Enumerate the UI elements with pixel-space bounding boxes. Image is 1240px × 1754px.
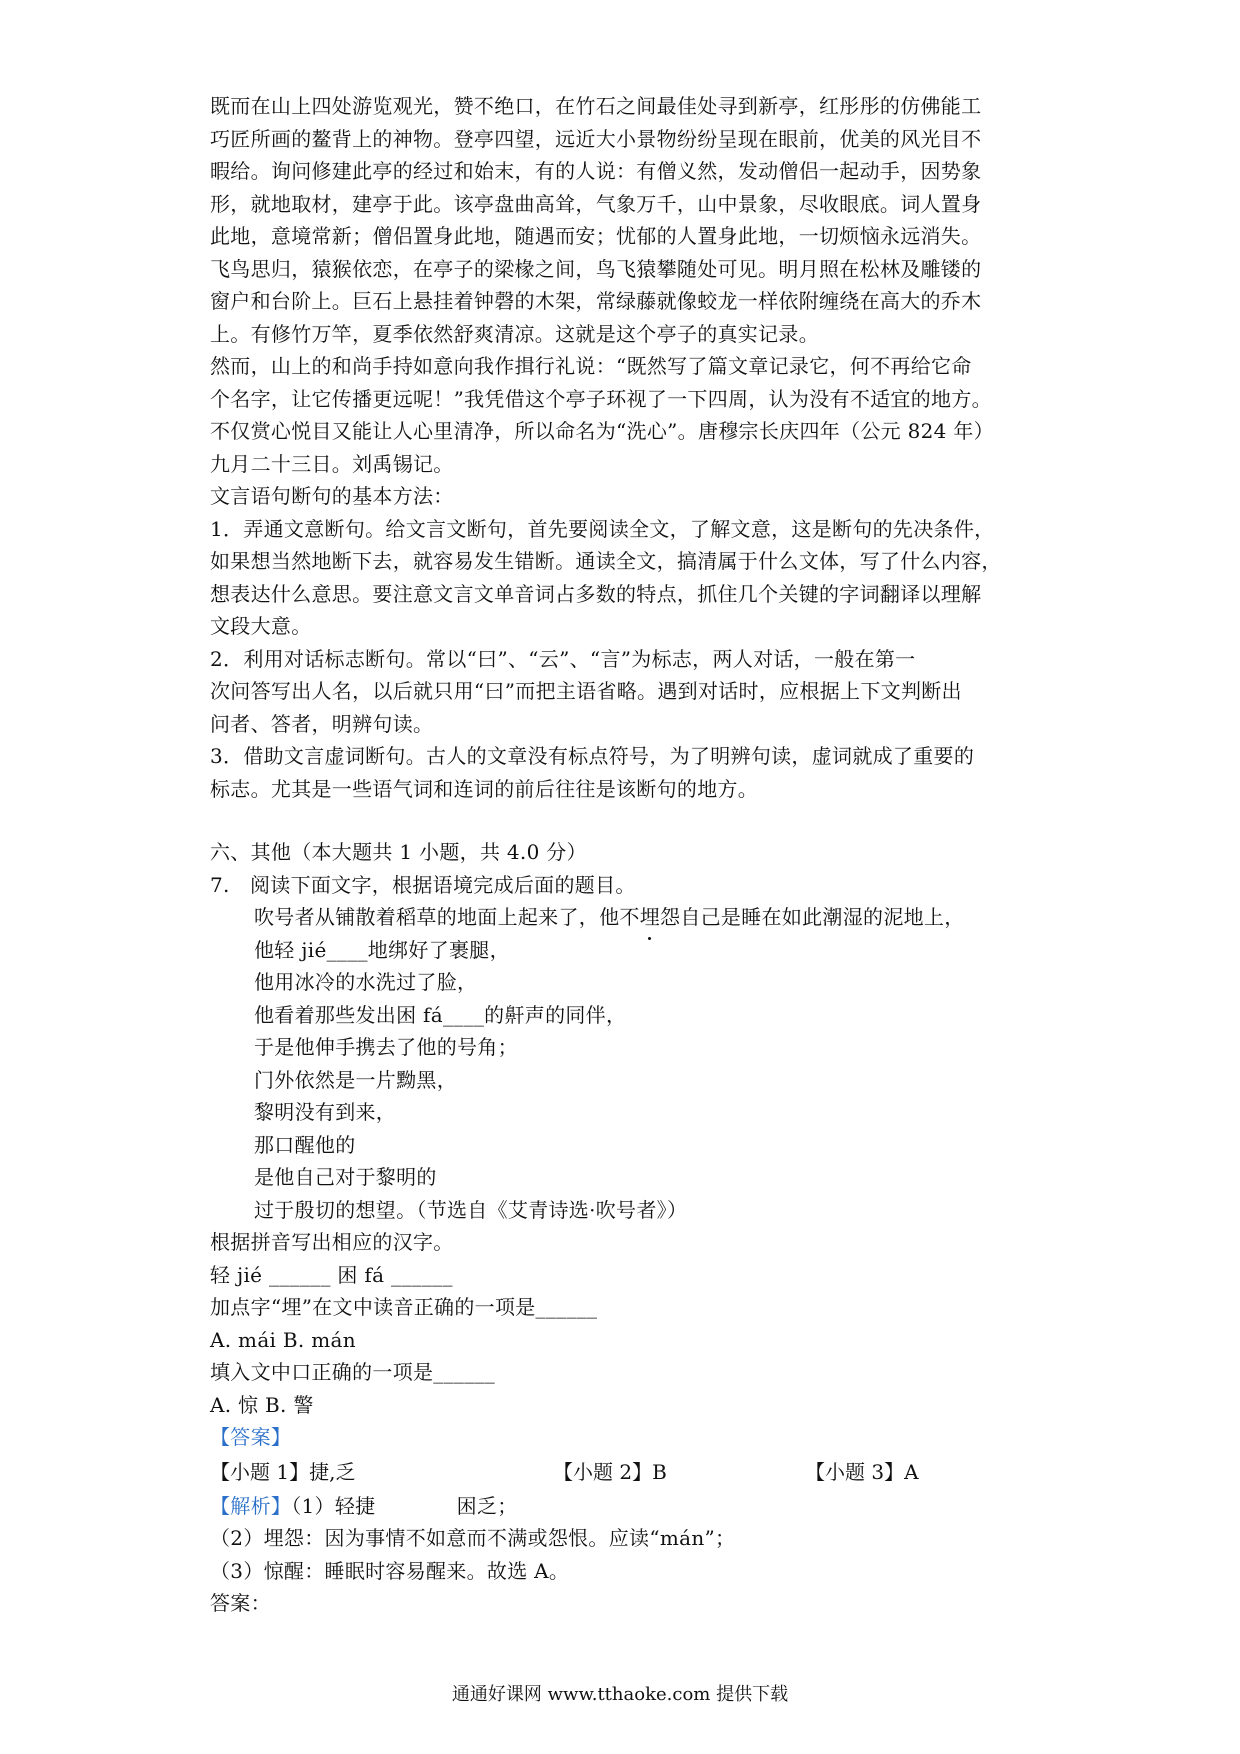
passage-line: 此地，意境常新；僧侣置身此地，随遇而安；忧郁的人置身此地，一切烦恼永远消失。 bbox=[210, 224, 982, 248]
answer-item: 【小题 3】A bbox=[805, 1459, 919, 1484]
poem-line: 过于殷切的想望。（节选自《艾青诗选·吹号者》） bbox=[254, 1197, 688, 1222]
poem-first-line bbox=[210, 901, 1045, 934]
poem-line: 他用冰冷的水洗过了脸， bbox=[254, 970, 478, 994]
poem-line: 那口醒他的 bbox=[254, 1132, 356, 1157]
poem-text: 怨自己是睡在如此潮湿的泥地上， bbox=[660, 905, 965, 929]
question-number-line: 7. 阅读下面文字，根据语境完成后面的题目。 bbox=[210, 872, 636, 897]
passage-line: 个名字，让它传播更远呢！”我凭借这个亭子环视了一下四周，认为没有不适宜的地方。 bbox=[210, 386, 992, 411]
analysis-block bbox=[210, 1490, 1045, 1620]
poem-text: 吹号者从铺散着稻草的地面上起来了，他不 bbox=[254, 905, 640, 929]
sub-question: 填入文中口正确的一项是______ bbox=[210, 1360, 496, 1384]
passage-line: 暇给。询问修建此亭的经过和始末，有的人说：有僧义然，发动僧侣一起动手，因势象 bbox=[210, 159, 982, 183]
section-title: 六、其他（本大题共 1 小题，共 4.0 分） bbox=[210, 840, 587, 864]
poem-line: 黎明没有到来， bbox=[254, 1100, 397, 1124]
passage-line: 既而在山上四处游览观光，赞不绝口，在竹石之间最佳处寻到新亭，红彤彤的仿佛能工 bbox=[210, 94, 982, 118]
answer-block bbox=[210, 1421, 1045, 1490]
analysis-line: 答案： bbox=[210, 1591, 271, 1615]
poem-line: 他看着那些发出困 fá____的鼾声的同伴， bbox=[254, 1002, 627, 1027]
answer-label: 【答案】 bbox=[210, 1425, 292, 1449]
method-line: 如果想当然地断下去，就容易发生错断。通读全文，搞清属于什么文体，写了什么内容， bbox=[210, 549, 1002, 573]
analysis-label: 【解析】 bbox=[210, 1493, 292, 1518]
method-line: 次问答写出人名，以后就只用“曰”而把主语省略。遇到对话时，应根据上下文判断出 bbox=[210, 679, 962, 703]
answer-items bbox=[210, 1454, 1045, 1490]
methods-title: 文言语句断句的基本方法： bbox=[210, 484, 454, 508]
passage-line: 形，就地取材，建亭于此。该亭盘曲高耸，气象万千，山中景象，尽收眼底。词人置身 bbox=[210, 191, 982, 216]
passage-translation bbox=[210, 90, 1045, 480]
poem-line: 是他自己对于黎明的 bbox=[254, 1165, 437, 1189]
document-page bbox=[210, 90, 1045, 1620]
passage-line: 然而，山上的和尚手持如意向我作揖行礼说：“既然写了篇文章记录它，何不再给它命 bbox=[210, 354, 972, 378]
sentence-break-methods bbox=[210, 480, 1045, 805]
poem bbox=[210, 934, 1045, 1227]
question-7 bbox=[210, 869, 1045, 1422]
poem-line: 他轻 jié____地绑好了裹腿， bbox=[254, 937, 510, 962]
analysis-line: （3）惊醒：睡眠时容易醒来。故选 A。 bbox=[210, 1558, 570, 1583]
method-line: 3．借助文言虚词断句。古人的文章没有标点符号，为了明辨句读，虚词就成了重要的 bbox=[210, 744, 975, 768]
sub-question-options: A. mái B. mán bbox=[210, 1327, 356, 1352]
answer-item: 【小题 2】B bbox=[553, 1459, 667, 1484]
sub-question: 轻 jié ______ 困 fá ______ bbox=[210, 1262, 453, 1287]
passage-line: 飞鸟思归，猿猴依恋，在亭子的梁椽之间，鸟飞猿攀随处可见。明月照在松林及雕镂的 bbox=[210, 256, 982, 281]
page-footer: 通通好课网 www.tthaoke.com 提供下载 bbox=[451, 1684, 789, 1705]
analysis-first-line bbox=[210, 1490, 1045, 1523]
method-line: 想表达什么意思。要注意文言文单音词占多数的特点，抓住几个关键的字词翻译以理解 bbox=[210, 581, 982, 606]
passage-line: 上。有修竹万竿，夏季依然舒爽清凉。这就是这个亭子的真实记录。 bbox=[210, 321, 819, 346]
dotted-character: 埋 bbox=[640, 901, 660, 934]
method-line: 2．利用对话标志断句。常以“曰”、“云”、“言”为标志，两人对话，一般在第一 bbox=[210, 646, 916, 671]
sub-question-options: A. 惊 B. 警 bbox=[210, 1392, 314, 1417]
analysis-line: （2）埋怨：因为事情不如意而不满或怨恨。应读“mán”； bbox=[210, 1526, 736, 1550]
method-line: 文段大意。 bbox=[210, 614, 312, 638]
sub-question: 根据拼音写出相应的汉字。 bbox=[210, 1230, 454, 1254]
passage-line: 巧匠所画的鳌背上的神物。登亭四望，远近大小景物纷纷呈现在眼前，优美的风光目不 bbox=[210, 126, 982, 151]
poem-line: 门外依然是一片黝黑， bbox=[254, 1067, 457, 1092]
answer-item: 【小题 1】捷,乏 bbox=[210, 1459, 356, 1484]
method-line: 问者、答者，明辨句读。 bbox=[210, 711, 434, 736]
poem-line: 于是他伸手携去了他的号角； bbox=[254, 1035, 518, 1059]
passage-line: 不仅赏心悦目又能让人心里清净，所以命名为“洗心”。唐穆宗长庆四年（公元 824 年） bbox=[210, 419, 994, 443]
method-line: 标志。尤其是一些语气词和连词的前后往往是该断句的地方。 bbox=[210, 776, 759, 801]
passage-line: 九月二十三日。刘禹锡记。 bbox=[210, 451, 454, 476]
method-line: 1．弄通文意断句。给文言文断句，首先要阅读全文，了解文意，这是断句的先决条件， bbox=[210, 516, 995, 541]
passage-line: 窗户和台阶上。巨石上悬挂着钟磬的木架，常绿藤就像蛟龙一样依附缠绕在高大的乔木 bbox=[210, 289, 982, 313]
sub-question: 加点字“埋”在文中读音正确的一项是______ bbox=[210, 1295, 598, 1319]
analysis-text: （1）轻捷 困乏； bbox=[291, 1493, 518, 1518]
